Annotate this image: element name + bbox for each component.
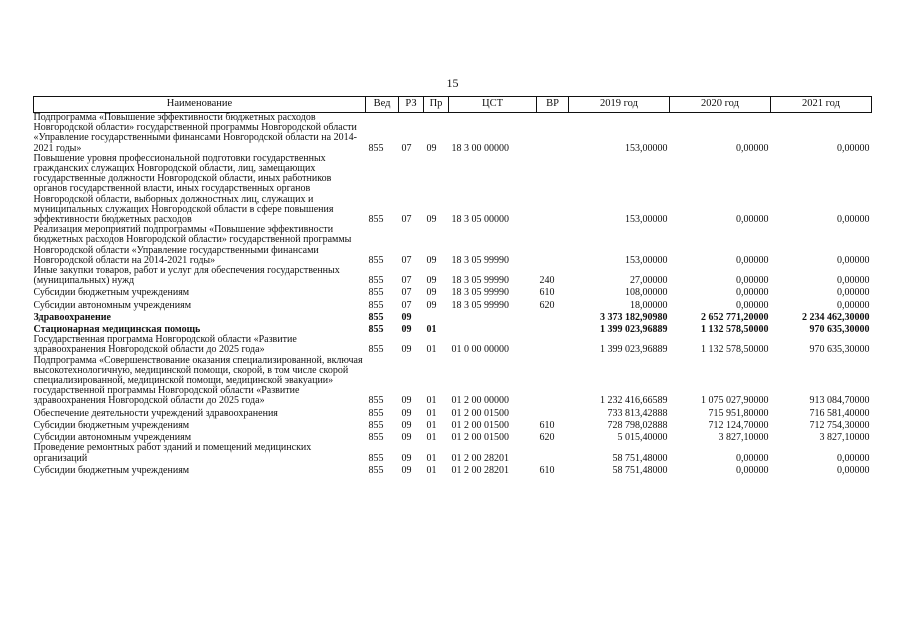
cell-2020: 0,00000 (736, 287, 769, 299)
cell-2020: 1 075 027,90000 (701, 395, 769, 407)
table-row (34, 443, 872, 463)
cell-2020: 0,00000 (736, 299, 769, 311)
cell-pr: 01 (426, 324, 437, 336)
cell-2019: 1 399 023,96889 (600, 324, 668, 336)
cell-cst: 18 3 05 99990 (451, 275, 509, 287)
cell-name: Субсидии бюджетным учреждениям (33, 287, 190, 299)
table-row (34, 311, 872, 323)
cell-vr (537, 323, 569, 335)
table-body (34, 113, 872, 476)
cell-2019: 5 015,40000 (617, 432, 668, 444)
table-row (34, 286, 872, 298)
cell-rz: 09 (401, 344, 412, 356)
cell-ved: 855 (368, 299, 384, 311)
cell-cst: 01 2 00 28201 (451, 464, 509, 476)
table-row (34, 419, 872, 431)
cell-2019: 3 373 182,90980 (600, 311, 668, 323)
cell-2019: 153,00000 (625, 214, 668, 226)
cell-cst: 18 3 05 00000 (451, 214, 509, 226)
cell-2020: 0,00000 (736, 214, 769, 226)
cell-2019: 153,00000 (625, 142, 668, 154)
cell-rz: 07 (401, 287, 412, 299)
cell-cst: 01 2 00 01500 (451, 407, 509, 419)
cell-vr (537, 225, 569, 266)
cell-vr (537, 407, 569, 419)
table-header-row (34, 97, 872, 113)
table-row (34, 266, 872, 286)
cell-2021: 970 635,30000 (809, 324, 870, 336)
cell-ved: 855 (368, 407, 384, 419)
cell-name: Субсидии автономным учреждениям (33, 432, 192, 444)
cell-rz: 07 (401, 275, 412, 287)
cell-pr: 09 (426, 142, 437, 154)
cell-name: Реализация мероприятий подпрограммы «Повышение эффективности бюджетных расходов Новгородской области» государственной программы Новгородской области «Управление государственными финансами Новгородской области на 2014-2021 годы» (33, 224, 352, 266)
cell-pr: 01 (426, 464, 437, 476)
cell-2021: 0,00000 (837, 275, 870, 287)
table-row (34, 356, 872, 407)
cell-2020: 0,00000 (736, 275, 769, 287)
cell-pr (424, 311, 449, 323)
cell-name: Повышение уровня профессиональной подготовки государственных гражданских служащих Новгородской области, лиц, замещающих государственные должности Новгородской области, иных работников органов государственной власти, иных государственных органов Новгородской области, выборных должностных лиц, служащих и муниципальных служащих Новгородской области в сфере повышения эффективности бюджетных расходов (33, 152, 334, 226)
table-row (34, 299, 872, 311)
col-header-vr: ВР (537, 97, 569, 113)
cell-2020: 1 132 578,50000 (701, 324, 769, 336)
table-row (34, 154, 872, 225)
cell-rz: 09 (401, 395, 412, 407)
cell-ved: 855 (368, 419, 384, 431)
col-header-rz: РЗ (399, 97, 424, 113)
cell-2019: 728 798,02888 (607, 419, 668, 431)
cell-cst: 01 2 00 01500 (451, 432, 509, 444)
col-header-2020: 2020 год (670, 97, 771, 113)
cell-vr (537, 356, 569, 407)
cell-2021: 716 581,40000 (809, 407, 870, 419)
cell-ved: 855 (368, 287, 384, 299)
cell-2021: 0,00000 (837, 142, 870, 154)
cell-ved: 855 (368, 311, 384, 323)
budget-table (33, 96, 872, 476)
cell-vr: 610 (539, 419, 555, 431)
cell-vr: 610 (539, 464, 555, 476)
cell-ved: 855 (368, 432, 384, 444)
cell-2019: 58 751,48000 (612, 452, 668, 464)
cell-pr: 01 (426, 344, 437, 356)
cell-2021: 0,00000 (837, 452, 870, 464)
cell-ved: 855 (368, 344, 384, 356)
cell-ved: 855 (368, 464, 384, 476)
cell-vr: 620 (539, 432, 555, 444)
cell-2021: 0,00000 (837, 287, 870, 299)
col-header-pr: Пр (424, 97, 449, 113)
cell-2019: 1 232 416,66589 (600, 395, 668, 407)
cell-2020: 2 652 771,20000 (701, 311, 769, 323)
cell-pr: 01 (426, 395, 437, 407)
cell-ved: 855 (368, 214, 384, 226)
cell-vr (537, 335, 569, 355)
cell-pr: 09 (426, 275, 437, 287)
cell-pr: 09 (426, 287, 437, 299)
cell-rz: 07 (401, 214, 412, 226)
cell-name: Государственная программа Новгородской области «Развитие здравоохранения Новгородской области до 2025 года» (33, 334, 297, 356)
cell-rz: 07 (401, 299, 412, 311)
cell-cst: 01 0 00 00000 (451, 344, 509, 356)
cell-2021: 913 084,70000 (809, 395, 870, 407)
cell-rz: 09 (401, 324, 412, 336)
cell-rz: 07 (401, 142, 412, 154)
cell-name: Подпрограмма «Совершенствование оказания специализированной, включая высокотехнологичную, медицинской помощи, скорой, в том числе скорой специализированной, медицинской помощи, медицинской эвакуации» государственной программы Новгородской области «Развитие здравоохранения Новгородской области до 2025 года» (33, 354, 363, 407)
table-row (34, 407, 872, 419)
cell-vr: 240 (539, 275, 555, 287)
cell-cst: 01 2 00 28201 (451, 452, 509, 464)
cell-cst (449, 311, 537, 323)
cell-name: Иные закупки товаров, работ и услуг для обеспечения государственных (муниципальных) нужд (33, 265, 340, 287)
cell-name: Субсидии автономным учреждениям (33, 299, 192, 311)
cell-2021: 0,00000 (837, 299, 870, 311)
cell-ved: 855 (368, 452, 384, 464)
cell-name: Стационарная медицинская помощь (33, 324, 201, 336)
table-row (34, 113, 872, 154)
cell-2020: 3 827,10000 (718, 432, 769, 444)
cell-name: Подпрограмма «Повышение эффективности бюджетных расходов Новгородской области» государственной программы Новгородской области «Управление государственными финансами Новгородской области на 2014-2021 годы» (33, 112, 357, 154)
cell-rz: 09 (401, 452, 412, 464)
cell-name: Здравоохранение (33, 311, 111, 323)
cell-2021: 3 827,10000 (819, 432, 870, 444)
cell-2020: 0,00000 (736, 254, 769, 266)
cell-2020: 1 132 578,50000 (701, 344, 769, 356)
col-header-2021: 2021 год (771, 97, 872, 113)
cell-2021: 970 635,30000 (809, 344, 870, 356)
cell-2021: 712 754,30000 (809, 419, 870, 431)
cell-ved: 855 (368, 324, 384, 336)
col-header-cst: ЦСТ (449, 97, 537, 113)
cell-rz: 09 (401, 432, 412, 444)
cell-cst: 18 3 05 99990 (451, 287, 509, 299)
cell-vr (537, 154, 569, 225)
cell-2021: 0,00000 (837, 464, 870, 476)
cell-2020: 0,00000 (736, 142, 769, 154)
cell-pr: 01 (426, 452, 437, 464)
table-row (34, 225, 872, 266)
cell-name: Субсидии бюджетным учреждениям (33, 419, 190, 431)
cell-ved: 855 (368, 395, 384, 407)
cell-2019: 18,00000 (630, 299, 668, 311)
page-number: 15 (446, 76, 459, 90)
col-header-name: Наименование (34, 97, 366, 113)
cell-pr: 09 (426, 254, 437, 266)
cell-2019: 733 813,42888 (607, 407, 668, 419)
cell-rz: 09 (401, 407, 412, 419)
table-row (34, 464, 872, 476)
cell-ved: 855 (368, 254, 384, 266)
cell-cst: 01 2 00 01500 (451, 419, 509, 431)
cell-cst: 18 3 05 99990 (451, 254, 509, 266)
cell-2021: 0,00000 (837, 214, 870, 226)
cell-name: Субсидии бюджетным учреждениям (33, 464, 190, 476)
cell-pr: 01 (426, 432, 437, 444)
cell-2019: 58 751,48000 (612, 464, 668, 476)
cell-pr: 01 (426, 419, 437, 431)
cell-2020: 0,00000 (736, 464, 769, 476)
cell-name: Обеспечение деятельности учреждений здравоохранения (33, 407, 278, 419)
cell-2019: 108,00000 (625, 287, 668, 299)
cell-pr: 09 (426, 214, 437, 226)
cell-rz: 09 (401, 419, 412, 431)
cell-cst (449, 323, 537, 335)
cell-2020: 712 124,70000 (708, 419, 769, 431)
cell-rz: 07 (401, 254, 412, 266)
cell-vr: 610 (539, 287, 555, 299)
cell-cst: 01 2 00 00000 (451, 395, 509, 407)
cell-2019: 27,00000 (630, 275, 668, 287)
cell-2019: 153,00000 (625, 254, 668, 266)
cell-rz: 09 (401, 311, 412, 323)
cell-vr: 620 (539, 299, 555, 311)
cell-2021: 2 234 462,30000 (802, 311, 870, 323)
table-row (34, 335, 872, 355)
cell-name: Проведение ремонтных работ зданий и помещений медицинских организаций (33, 442, 312, 464)
cell-vr (537, 113, 569, 154)
cell-vr (537, 443, 569, 463)
cell-2020: 0,00000 (736, 452, 769, 464)
cell-pr: 09 (426, 299, 437, 311)
cell-vr (537, 311, 569, 323)
cell-2021: 0,00000 (837, 254, 870, 266)
cell-cst: 18 3 00 00000 (451, 142, 509, 154)
col-header-2019: 2019 год (569, 97, 670, 113)
cell-ved: 855 (368, 142, 384, 154)
cell-pr: 01 (426, 407, 437, 419)
cell-rz: 09 (401, 464, 412, 476)
cell-2019: 1 399 023,96889 (600, 344, 668, 356)
col-header-ved: Вед (366, 97, 399, 113)
cell-ved: 855 (368, 275, 384, 287)
cell-2020: 715 951,80000 (708, 407, 769, 419)
cell-cst: 18 3 05 99990 (451, 299, 509, 311)
